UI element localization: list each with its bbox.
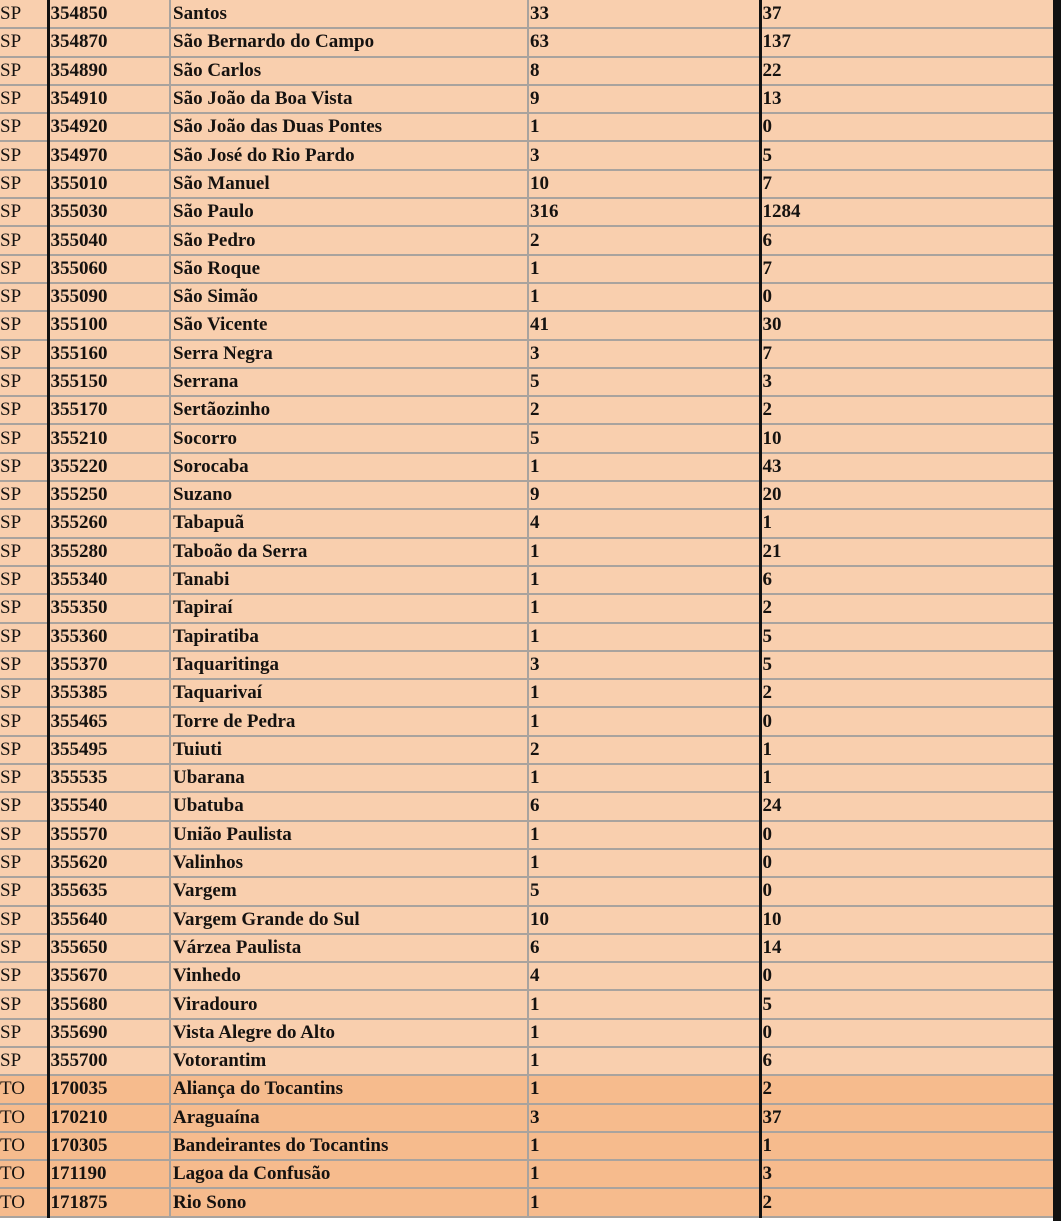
value-b-cell[interactable]: 43 [760,453,1061,481]
ibge-code-cell[interactable]: 170035 [48,1075,170,1103]
value-b-cell[interactable]: 5 [760,990,1061,1018]
municipality-name-cell[interactable]: Aliança do Tocantins [170,1075,528,1103]
municipality-name-cell[interactable]: Tabapuã [170,509,528,537]
ibge-code-cell[interactable]: 355570 [48,821,170,849]
table-row [0,255,1061,283]
state-cell[interactable]: SP [0,424,48,452]
value-a-cell[interactable]: 1 [528,1019,760,1047]
ibge-code-cell[interactable]: 355030 [48,198,170,226]
ibge-code-cell[interactable]: 355535 [48,764,170,792]
table-row [0,340,1061,368]
municipality-name-cell[interactable]: Torre de Pedra [170,707,528,735]
municipality-name-cell[interactable]: Viradouro [170,990,528,1018]
state-cell[interactable]: SP [0,226,48,254]
municipality-name-cell[interactable]: Taquaritinga [170,651,528,679]
table-row [0,57,1061,85]
value-a-cell[interactable]: 5 [528,424,760,452]
ibge-code-cell[interactable]: 171190 [48,1160,170,1188]
state-cell[interactable]: SP [0,481,48,509]
state-cell[interactable]: SP [0,877,48,905]
state-cell[interactable]: SP [0,0,48,28]
value-a-cell[interactable]: 5 [528,877,760,905]
table-row [0,821,1061,849]
table-row [0,764,1061,792]
state-cell[interactable]: SP [0,990,48,1018]
municipality-name-cell[interactable]: União Paulista [170,821,528,849]
value-a-cell[interactable]: 1 [528,113,760,141]
value-a-cell[interactable]: 1 [528,623,760,651]
table-row [0,0,1061,28]
state-cell[interactable]: SP [0,255,48,283]
value-a-cell[interactable]: 10 [528,906,760,934]
table-row [0,934,1061,962]
state-cell[interactable]: SP [0,28,48,56]
ibge-code-cell[interactable]: 355210 [48,424,170,452]
table-row [0,453,1061,481]
municipality-name-cell[interactable]: Sorocaba [170,453,528,481]
ibge-code-cell[interactable]: 355690 [48,1019,170,1047]
state-cell[interactable]: SP [0,85,48,113]
state-cell[interactable]: SP [0,821,48,849]
table-row [0,198,1061,226]
municipality-name-cell[interactable]: Vista Alegre do Alto [170,1019,528,1047]
municipality-name-cell[interactable]: Lagoa da Confusão [170,1160,528,1188]
state-cell[interactable]: SP [0,368,48,396]
value-a-cell[interactable]: 1 [528,1075,760,1103]
value-b-cell[interactable]: 0 [760,1019,1061,1047]
ibge-code-cell[interactable]: 355220 [48,453,170,481]
state-cell[interactable]: SP [0,764,48,792]
ibge-code-cell[interactable]: 354920 [48,113,170,141]
value-b-cell[interactable]: 137 [760,28,1061,56]
state-cell[interactable]: SP [0,594,48,622]
value-a-cell[interactable]: 2 [528,226,760,254]
value-b-cell[interactable]: 3 [760,368,1061,396]
value-b-cell[interactable]: 5 [760,623,1061,651]
value-a-cell[interactable]: 9 [528,481,760,509]
table-row [0,509,1061,537]
municipality-name-cell[interactable]: São Vicente [170,311,528,339]
value-a-cell[interactable]: 6 [528,792,760,820]
municipality-name-cell[interactable]: Suzano [170,481,528,509]
municipality-name-cell[interactable]: Tapiratiba [170,623,528,651]
table-row [0,170,1061,198]
value-b-cell[interactable]: 5 [760,141,1061,169]
value-a-cell[interactable]: 33 [528,0,760,28]
state-cell[interactable]: SP [0,113,48,141]
table-row [0,85,1061,113]
value-a-cell[interactable]: 1 [528,283,760,311]
table-row [0,962,1061,990]
value-b-cell[interactable]: 1 [760,1132,1061,1160]
table-row [0,679,1061,707]
municipality-name-cell[interactable]: Serrana [170,368,528,396]
value-a-cell[interactable]: 1 [528,849,760,877]
table-row [0,28,1061,56]
value-a-cell[interactable]: 1 [528,679,760,707]
value-a-cell[interactable]: 6 [528,934,760,962]
ibge-code-cell[interactable]: 354890 [48,57,170,85]
value-b-cell[interactable]: 1284 [760,198,1061,226]
value-b-cell[interactable]: 1 [760,509,1061,537]
value-a-cell[interactable]: 1 [528,538,760,566]
value-a-cell[interactable]: 3 [528,141,760,169]
ibge-code-cell[interactable]: 355360 [48,623,170,651]
value-b-cell[interactable]: 2 [760,396,1061,424]
municipality-name-cell[interactable]: Valinhos [170,849,528,877]
value-a-cell[interactable]: 4 [528,962,760,990]
table-row [0,113,1061,141]
ibge-code-cell[interactable]: 355465 [48,707,170,735]
table-row [0,1132,1061,1160]
state-cell[interactable]: SP [0,1019,48,1047]
table-row [0,424,1061,452]
table-row [0,792,1061,820]
municipality-name-cell[interactable]: São Manuel [170,170,528,198]
municipality-name-cell[interactable]: São Carlos [170,57,528,85]
state-cell[interactable]: SP [0,736,48,764]
ibge-code-cell[interactable]: 355250 [48,481,170,509]
value-b-cell[interactable]: 2 [760,594,1061,622]
ibge-code-cell[interactable]: 355670 [48,962,170,990]
state-cell[interactable]: SP [0,283,48,311]
value-b-cell[interactable]: 14 [760,934,1061,962]
state-cell[interactable]: SP [0,623,48,651]
ibge-code-cell[interactable]: 355540 [48,792,170,820]
table-row [0,226,1061,254]
table-row [0,990,1061,1018]
value-b-cell[interactable]: 2 [760,679,1061,707]
value-a-cell[interactable]: 1 [528,453,760,481]
ibge-code-cell[interactable]: 355620 [48,849,170,877]
ibge-code-cell[interactable]: 355170 [48,396,170,424]
ibge-code-cell[interactable]: 355340 [48,566,170,594]
value-b-cell[interactable]: 0 [760,962,1061,990]
ibge-code-cell[interactable]: 355010 [48,170,170,198]
municipality-name-cell[interactable]: Votorantim [170,1047,528,1075]
value-a-cell[interactable]: 3 [528,651,760,679]
table-row [0,877,1061,905]
value-b-cell[interactable]: 37 [760,0,1061,28]
state-cell[interactable]: SP [0,141,48,169]
value-b-cell[interactable]: 37 [760,1104,1061,1132]
state-cell[interactable]: SP [0,906,48,934]
municipality-name-cell[interactable]: São Pedro [170,226,528,254]
ibge-code-cell[interactable]: 355495 [48,736,170,764]
value-a-cell[interactable]: 1 [528,566,760,594]
municipality-name-cell[interactable]: São João das Duas Pontes [170,113,528,141]
table-row [0,538,1061,566]
municipality-name-cell[interactable]: Rio Sono [170,1188,528,1216]
municipality-name-cell[interactable]: Tuiuti [170,736,528,764]
ibge-code-cell[interactable]: 355680 [48,990,170,1018]
value-b-cell[interactable]: 6 [760,226,1061,254]
value-b-cell[interactable]: 7 [760,170,1061,198]
value-b-cell[interactable]: 10 [760,906,1061,934]
state-cell[interactable]: SP [0,792,48,820]
ibge-code-cell[interactable]: 171875 [48,1188,170,1216]
value-a-cell[interactable]: 3 [528,340,760,368]
state-cell[interactable]: SP [0,538,48,566]
municipality-name-cell[interactable]: Vargem Grande do Sul [170,906,528,934]
municipality-name-cell[interactable]: Taboão da Serra [170,538,528,566]
state-cell[interactable]: SP [0,311,48,339]
value-a-cell[interactable]: 1 [528,990,760,1018]
state-cell[interactable]: SP [0,651,48,679]
ibge-code-cell[interactable]: 354850 [48,0,170,28]
value-b-cell[interactable]: 20 [760,481,1061,509]
state-cell[interactable]: TO [0,1188,48,1216]
table-row [0,1075,1061,1103]
ibge-code-cell[interactable]: 355090 [48,283,170,311]
municipality-name-cell[interactable]: São Bernardo do Campo [170,28,528,56]
value-b-cell[interactable]: 5 [760,651,1061,679]
table-row [0,736,1061,764]
value-a-cell[interactable]: 1 [528,821,760,849]
ibge-code-cell[interactable]: 355700 [48,1047,170,1075]
municipality-name-cell[interactable]: Tapiraí [170,594,528,622]
value-b-cell[interactable]: 22 [760,57,1061,85]
value-b-cell[interactable]: 7 [760,340,1061,368]
municipality-name-cell[interactable]: Tanabi [170,566,528,594]
ibge-code-cell[interactable]: 355350 [48,594,170,622]
state-cell[interactable]: SP [0,57,48,85]
table-row [0,1188,1061,1216]
value-b-cell[interactable]: 0 [760,849,1061,877]
value-b-cell[interactable]: 0 [760,113,1061,141]
value-a-cell[interactable]: 10 [528,170,760,198]
municipality-name-cell[interactable]: Vargem [170,877,528,905]
state-cell[interactable]: SP [0,707,48,735]
municipality-name-cell[interactable]: Bandeirantes do Tocantins [170,1132,528,1160]
value-a-cell[interactable]: 1 [528,1047,760,1075]
municipality-name-cell[interactable]: São Simão [170,283,528,311]
municipality-name-cell[interactable]: São Paulo [170,198,528,226]
table-row [0,1104,1061,1132]
state-cell[interactable]: SP [0,396,48,424]
value-b-cell[interactable]: 7 [760,255,1061,283]
table-row [0,594,1061,622]
value-b-cell[interactable]: 10 [760,424,1061,452]
value-b-cell[interactable]: 30 [760,311,1061,339]
table-row [0,1019,1061,1047]
municipality-name-cell[interactable]: Sertãozinho [170,396,528,424]
state-cell[interactable]: SP [0,170,48,198]
table-row [0,368,1061,396]
table-row [0,396,1061,424]
value-a-cell[interactable]: 2 [528,736,760,764]
value-a-cell[interactable]: 2 [528,396,760,424]
value-a-cell[interactable]: 4 [528,509,760,537]
municipality-name-cell[interactable]: Santos [170,0,528,28]
state-cell[interactable]: SP [0,962,48,990]
table-row [0,141,1061,169]
value-b-cell[interactable]: 1 [760,736,1061,764]
state-cell[interactable]: TO [0,1104,48,1132]
value-b-cell[interactable]: 3 [760,1160,1061,1188]
table-row [0,1160,1061,1188]
value-b-cell[interactable]: 24 [760,792,1061,820]
state-cell[interactable]: TO [0,1160,48,1188]
ibge-code-cell[interactable]: 355100 [48,311,170,339]
municipality-name-cell[interactable]: Vinhedo [170,962,528,990]
value-b-cell[interactable]: 6 [760,566,1061,594]
value-a-cell[interactable]: 1 [528,255,760,283]
ibge-code-cell[interactable]: 355385 [48,679,170,707]
value-b-cell[interactable]: 1 [760,764,1061,792]
value-a-cell[interactable]: 316 [528,198,760,226]
ibge-code-cell[interactable]: 355260 [48,509,170,537]
ibge-code-cell[interactable]: 355370 [48,651,170,679]
ibge-code-cell[interactable]: 170210 [48,1104,170,1132]
value-b-cell[interactable]: 13 [760,85,1061,113]
state-cell[interactable]: TO [0,1075,48,1103]
state-cell[interactable]: SP [0,849,48,877]
value-a-cell[interactable]: 41 [528,311,760,339]
municipality-name-cell[interactable]: Araguaína [170,1104,528,1132]
municipality-name-cell[interactable]: Socorro [170,424,528,452]
table-row [0,311,1061,339]
value-b-cell[interactable]: 0 [760,707,1061,735]
value-a-cell[interactable]: 1 [528,764,760,792]
value-b-cell[interactable]: 6 [760,1047,1061,1075]
table-row [0,906,1061,934]
ibge-code-cell[interactable]: 170305 [48,1132,170,1160]
value-b-cell[interactable]: 21 [760,538,1061,566]
table-row [0,1047,1061,1075]
state-cell[interactable]: SP [0,198,48,226]
ibge-code-cell[interactable]: 355635 [48,877,170,905]
value-a-cell[interactable]: 5 [528,368,760,396]
state-cell[interactable]: SP [0,509,48,537]
value-a-cell[interactable]: 1 [528,1132,760,1160]
municipality-name-cell[interactable]: São João da Boa Vista [170,85,528,113]
state-cell[interactable]: SP [0,340,48,368]
ibge-code-cell[interactable]: 355040 [48,226,170,254]
ibge-code-cell[interactable]: 355650 [48,934,170,962]
ibge-code-cell[interactable]: 355150 [48,368,170,396]
table-row [0,623,1061,651]
table-row [0,849,1061,877]
ibge-code-cell[interactable]: 354910 [48,85,170,113]
ibge-code-cell[interactable]: 354970 [48,141,170,169]
municipality-name-cell[interactable]: São Roque [170,255,528,283]
value-a-cell[interactable]: 8 [528,57,760,85]
value-b-cell[interactable]: 0 [760,877,1061,905]
state-cell[interactable]: SP [0,934,48,962]
ibge-code-cell[interactable]: 355280 [48,538,170,566]
table-row [0,651,1061,679]
value-a-cell[interactable]: 3 [528,1104,760,1132]
value-a-cell[interactable]: 1 [528,707,760,735]
ibge-code-cell[interactable]: 354870 [48,28,170,56]
state-cell[interactable]: SP [0,679,48,707]
value-a-cell[interactable]: 9 [528,85,760,113]
municipality-name-cell[interactable]: São José do Rio Pardo [170,141,528,169]
value-b-cell[interactable]: 2 [760,1075,1061,1103]
ibge-code-cell[interactable]: 355640 [48,906,170,934]
state-cell[interactable]: TO [0,1132,48,1160]
ibge-code-cell[interactable]: 355060 [48,255,170,283]
municipality-name-cell[interactable]: Várzea Paulista [170,934,528,962]
municipality-name-cell[interactable]: Ubarana [170,764,528,792]
value-a-cell[interactable]: 1 [528,594,760,622]
value-a-cell[interactable]: 1 [528,1160,760,1188]
state-cell[interactable]: SP [0,566,48,594]
municipality-name-cell[interactable]: Taquarivaí [170,679,528,707]
value-b-cell[interactable]: 0 [760,821,1061,849]
table-row [0,566,1061,594]
value-b-cell[interactable]: 0 [760,283,1061,311]
table-row [0,707,1061,735]
municipality-name-cell[interactable]: Ubatuba [170,792,528,820]
table-row [0,283,1061,311]
table-row [0,481,1061,509]
value-b-cell[interactable]: 2 [760,1188,1061,1216]
ibge-code-cell[interactable]: 355160 [48,340,170,368]
municipality-name-cell[interactable]: Serra Negra [170,340,528,368]
state-cell[interactable]: SP [0,1047,48,1075]
value-a-cell[interactable]: 63 [528,28,760,56]
state-cell[interactable]: SP [0,453,48,481]
value-a-cell[interactable]: 1 [528,1188,760,1216]
